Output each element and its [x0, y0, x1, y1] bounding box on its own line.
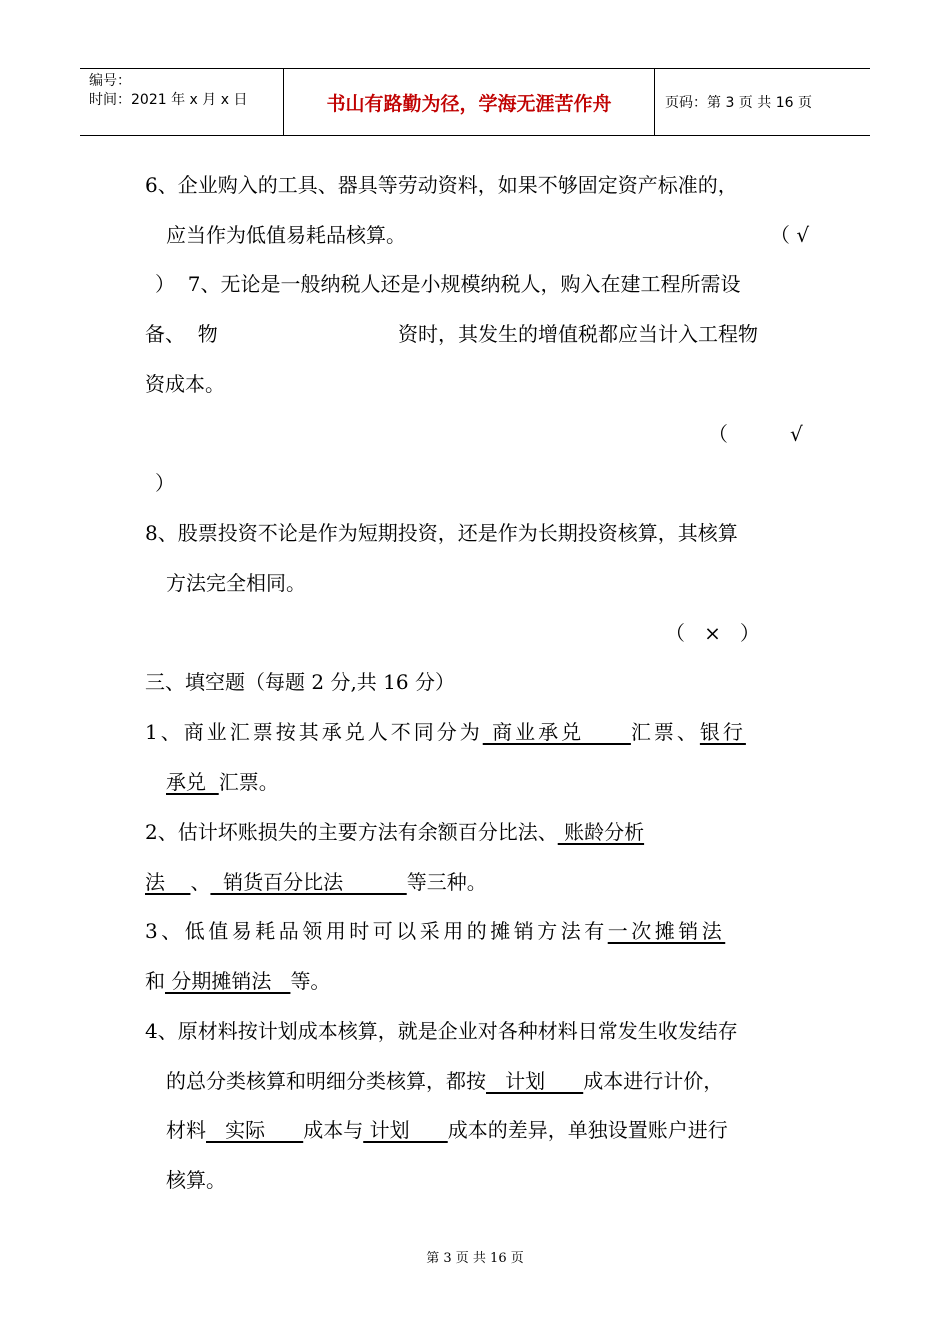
question-text: 材料 [166, 1118, 206, 1142]
answer-mark: √ [790, 422, 803, 446]
question-text: 的总分类核算和明细分类核算，都按 [166, 1069, 486, 1093]
text-line: 6、企业购入的工具、器具等劳动资料，如果不够固定资产标准的， [145, 173, 738, 197]
text-line: 资时，其发生的增值税都应当计入工程物 [398, 322, 758, 346]
blank-answer: 承兑 [166, 770, 219, 794]
header-meta [80, 69, 283, 135]
question-4-line-1: 4、原材料按计划成本核算，就是企业对各种材料日常发生收发结存 [145, 1019, 738, 1043]
question-text: 等。 [290, 969, 331, 993]
question-1-line-2 [166, 769, 279, 795]
blank-answer: 一次摊销法 [607, 919, 726, 943]
text-line: ） 7、无论是一般纳税人还是小规模纳税人，购入在建工程所需设 [155, 272, 741, 296]
question-3-line-2 [145, 968, 330, 994]
question-text: 成本的差异，单独设置账户进行 [447, 1118, 728, 1142]
question-text: 等三种。 [406, 870, 487, 894]
header-page-info: 页码：第 3 页 共 16 页 [665, 95, 812, 111]
header-motto: 书山有路勤为径，学海无涯苦作舟 [283, 69, 655, 135]
question-4-line-3 [166, 1117, 728, 1143]
question-2-line-1 [145, 819, 644, 845]
blank-answer: 银行 [699, 720, 746, 744]
blank-answer: 计划 [363, 1118, 448, 1142]
question-2-line-2 [145, 869, 487, 895]
answer-bracket: ） [155, 471, 175, 495]
question-text: 汇票、 [630, 720, 700, 744]
question-text: 1、商业汇票按其承兑人不同分为 [145, 720, 483, 744]
answer-mark: （ × ） [665, 621, 760, 645]
question-4-line-2 [166, 1068, 723, 1094]
blank-answer: 商业承兑 [482, 720, 631, 744]
answer-mark: （ √ [770, 223, 810, 247]
question-3-line-1 [145, 918, 725, 944]
answer-bracket: （ [708, 422, 728, 446]
section-title: 三、填空题（每题 2 分,共 16 分） [145, 670, 455, 694]
question-text: 汇票。 [218, 770, 279, 794]
question-text: 成本与 [303, 1118, 364, 1142]
text-line: 方法完全相同。 [166, 571, 306, 595]
text-line: 8、股票投资不论是作为短期投资，还是作为长期投资核算，其核算 [145, 521, 738, 545]
blank-answer: 实际 [206, 1118, 304, 1142]
question-text: 2、估计坏账损失的主要方法有余额百分比法、 [145, 820, 558, 844]
number-label: 编号： [89, 73, 131, 89]
question-4-line-4: 核算。 [166, 1168, 226, 1192]
text-line: 备、 物 [145, 322, 218, 346]
question-text: 和 [145, 969, 165, 993]
time-label: 时间：2021 年 x 月 x 日 [89, 92, 248, 108]
blank-answer: 法 [145, 870, 191, 894]
question-text: 、 [190, 870, 211, 894]
question-1-line-1 [145, 719, 746, 745]
text-line: 资成本。 [145, 372, 225, 396]
question-text: 成本进行计价， [583, 1069, 724, 1093]
blank-answer: 销货百分比法 [210, 870, 407, 894]
text-line: 应当作为低值易耗品核算。 [166, 223, 406, 247]
question-text: 3、低值易耗品领用时可以采用的摊销方法有 [145, 919, 608, 943]
blank-answer: 分期摊销法 [165, 969, 291, 993]
page-footer: 第 3 页 共 16 页 [426, 1251, 524, 1266]
page-header [80, 68, 870, 136]
blank-answer: 计划 [486, 1069, 584, 1093]
blank-answer: 账龄分析 [557, 820, 645, 844]
